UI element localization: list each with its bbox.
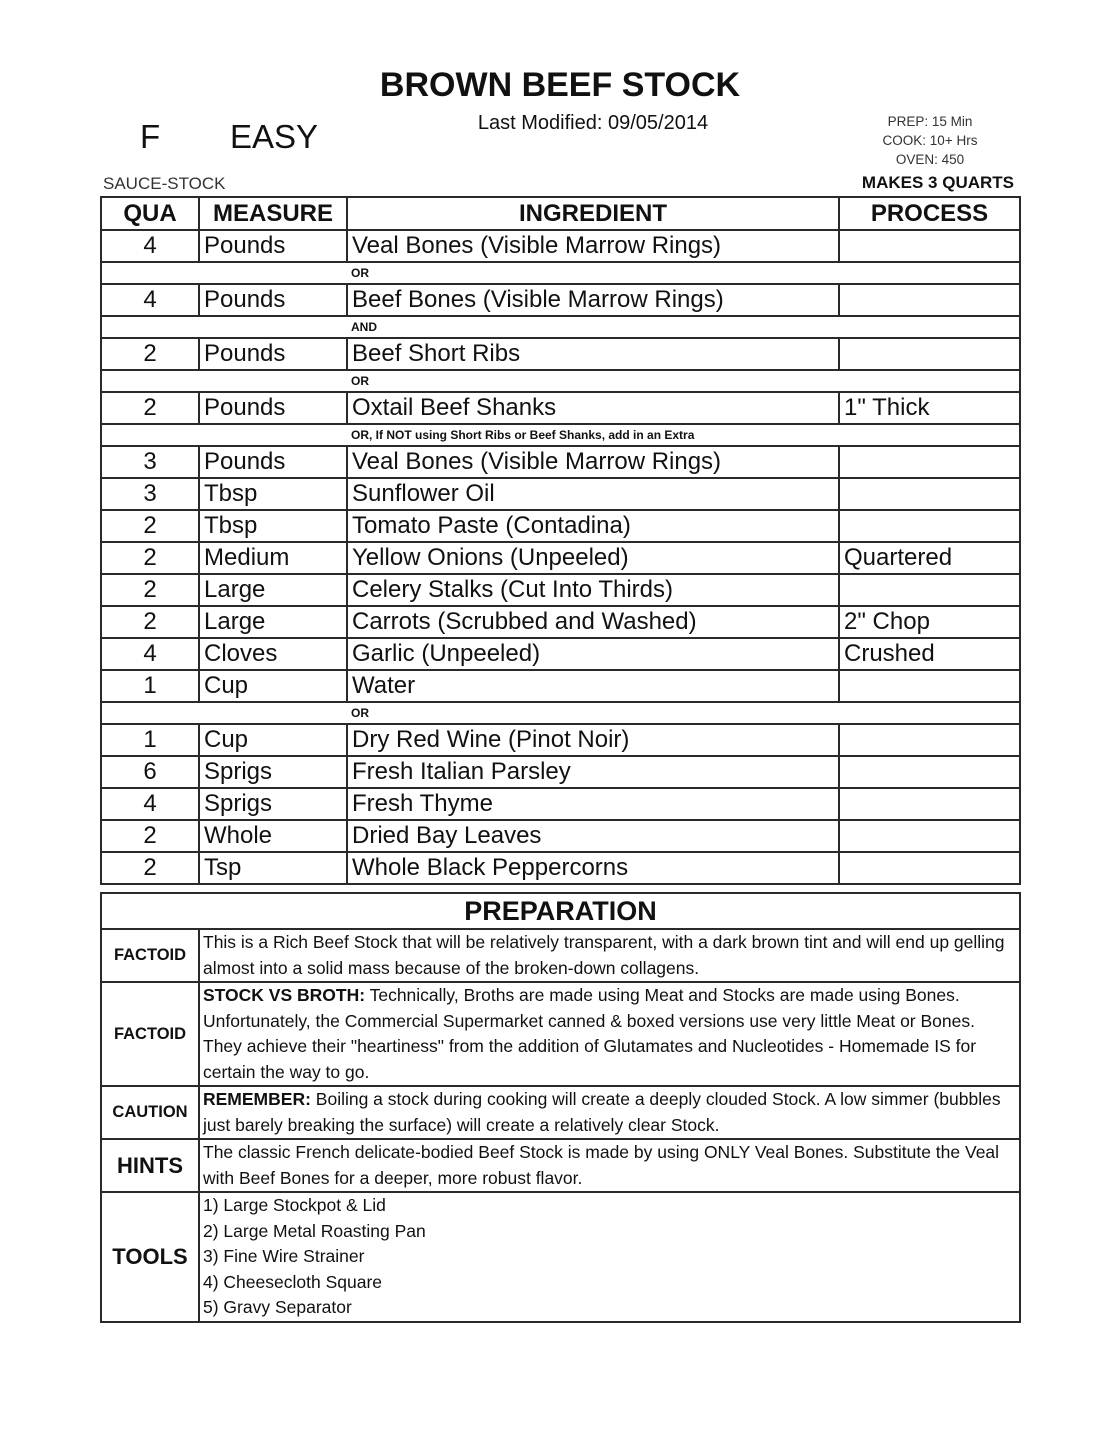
ingredient-name: Sunflower Oil	[347, 478, 839, 510]
ingredient-name: Beef Short Ribs	[347, 338, 839, 370]
ingredient-process	[839, 820, 1020, 852]
ingredient-name: Celery Stalks (Cut Into Thirds)	[347, 574, 839, 606]
ingredient-measure: Pounds	[199, 230, 347, 262]
ingredient-row	[101, 820, 1020, 852]
separator-text: AND	[347, 316, 1020, 338]
ingredient-measure: Pounds	[199, 446, 347, 478]
tools-row	[101, 1192, 1020, 1322]
tools-label: TOOLS	[101, 1192, 199, 1322]
ingredient-name: Dried Bay Leaves	[347, 820, 839, 852]
ingredient-process	[839, 670, 1020, 702]
ingredient-measure: Cloves	[199, 638, 347, 670]
ingredient-name: Garlic (Unpeeled)	[347, 638, 839, 670]
ingredient-process	[839, 478, 1020, 510]
preparation-lead: STOCK VS BROTH:	[203, 985, 366, 1005]
ingredient-process	[839, 230, 1020, 262]
ingredient-qty: 2	[101, 606, 199, 638]
ingredient-measure: Large	[199, 574, 347, 606]
ingredient-row	[101, 392, 1020, 424]
separator-spacer	[101, 262, 347, 284]
ingredient-name: Veal Bones (Visible Marrow Rings)	[347, 446, 839, 478]
ingredient-row	[101, 852, 1020, 884]
tool-item: 3) Fine Wire Strainer	[203, 1246, 365, 1266]
ingredient-qty: 4	[101, 230, 199, 262]
ingredient-name: Carrots (Scrubbed and Washed)	[347, 606, 839, 638]
ingredient-process	[839, 724, 1020, 756]
difficulty-level: EASY	[230, 118, 319, 155]
ingredient-name: Oxtail Beef Shanks	[347, 392, 839, 424]
preparation-row	[101, 929, 1020, 982]
recipe-category: SAUCE-STOCK	[103, 174, 226, 193]
recipe-title: BROWN BEEF STOCK	[379, 66, 741, 104]
ingredient-row	[101, 284, 1020, 316]
ingredient-measure: Medium	[199, 542, 347, 574]
ingredient-name: Beef Bones (Visible Marrow Rings)	[347, 284, 839, 316]
ingredient-qty: 2	[101, 510, 199, 542]
ingredient-measure: Cup	[199, 670, 347, 702]
ingredient-measure: Tbsp	[199, 510, 347, 542]
ingredient-name: Tomato Paste (Contadina)	[347, 510, 839, 542]
preparation-row	[101, 982, 1020, 1086]
tools-list	[199, 1192, 1020, 1322]
time-info	[860, 112, 1000, 169]
separator-row	[101, 262, 1020, 284]
ingredient-measure: Sprigs	[199, 756, 347, 788]
ingredient-row	[101, 478, 1020, 510]
ingredient-process: 2" Chop	[839, 606, 1020, 638]
ingredient-qty: 1	[101, 724, 199, 756]
preparation-header-row	[101, 893, 1020, 929]
ingredient-row	[101, 338, 1020, 370]
ingredient-qty: 2	[101, 852, 199, 884]
ingredient-process: Quartered	[839, 542, 1020, 574]
preparation-label: FACTOID	[101, 929, 199, 982]
ingredient-row	[101, 542, 1020, 574]
ingredients-header-row	[101, 197, 1020, 230]
preparation-lead: REMEMBER:	[203, 1089, 311, 1109]
recipe-yield: MAKES 3 QUARTS	[861, 173, 1014, 192]
tool-item: 1) Large Stockpot & Lid	[203, 1195, 386, 1215]
preparation-text	[199, 1086, 1020, 1139]
ingredient-name: Whole Black Peppercorns	[347, 852, 839, 884]
preparation-body: Boiling a stock during cooking will create a deeply clouded Stock. A low simmer (bubbles just barely breaking the surface) will create a relatively clear Stock.	[203, 1089, 1001, 1135]
oven-temp: OVEN: 450	[895, 152, 965, 167]
ingredient-qty: 1	[101, 670, 199, 702]
ingredient-row	[101, 510, 1020, 542]
ingredient-measure: Cup	[199, 724, 347, 756]
tool-item: 2) Large Metal Roasting Pan	[203, 1220, 426, 1241]
ingredient-qty: 2	[101, 392, 199, 424]
column-header-measure: MEASURE	[199, 197, 347, 230]
ingredient-measure: Pounds	[199, 338, 347, 370]
ingredient-name: Yellow Onions (Unpeeled)	[347, 542, 839, 574]
ingredient-row	[101, 724, 1020, 756]
separator-spacer	[101, 424, 347, 446]
preparation-label: HINTS	[101, 1139, 199, 1192]
column-header-ingredient: INGREDIENT	[347, 197, 839, 230]
preparation-body: The classic French delicate-bodied Beef Stock is made by using ONLY Veal Bones. Substitute the Veal with Beef Bones for a deeper, more robust flavor.	[203, 1142, 1000, 1188]
ingredient-process: 1" Thick	[839, 392, 1020, 424]
ingredient-process	[839, 574, 1020, 606]
separator-row	[101, 424, 1020, 446]
ingredient-qty: 2	[101, 542, 199, 574]
separator-spacer	[101, 370, 347, 392]
preparation-label: FACTOID	[101, 982, 199, 1086]
preparation-label: CAUTION	[101, 1086, 199, 1139]
preparation-text	[199, 929, 1020, 982]
ingredient-process	[839, 284, 1020, 316]
cook-time: COOK: 10+ Hrs	[882, 133, 978, 148]
tool-item: 5) Gravy Separator	[203, 1297, 352, 1317]
preparation-title: PREPARATION	[101, 893, 1020, 929]
ingredient-process	[839, 852, 1020, 884]
ingredient-measure: Pounds	[199, 392, 347, 424]
preparation-text	[199, 1139, 1020, 1192]
ingredient-row	[101, 638, 1020, 670]
ingredient-name: Fresh Thyme	[347, 788, 839, 820]
ingredient-row	[101, 670, 1020, 702]
ingredient-qty: 4	[101, 284, 199, 316]
ingredient-row	[101, 574, 1020, 606]
preparation-table	[100, 892, 1021, 1323]
preparation-row	[101, 1086, 1020, 1139]
ingredient-row	[101, 756, 1020, 788]
ingredient-measure: Whole	[199, 820, 347, 852]
ingredient-row	[101, 788, 1020, 820]
preparation-text	[199, 982, 1020, 1086]
separator-row	[101, 316, 1020, 338]
preparation-row	[101, 1139, 1020, 1192]
ingredient-qty: 2	[101, 574, 199, 606]
separator-text: OR	[347, 370, 1020, 392]
ingredient-measure: Tbsp	[199, 478, 347, 510]
ingredient-name: Dry Red Wine (Pinot Noir)	[347, 724, 839, 756]
separator-text: OR, If NOT using Short Ribs or Beef Shanks, add in an Extra	[347, 424, 1020, 446]
ingredient-name: Veal Bones (Visible Marrow Rings)	[347, 230, 839, 262]
preparation-body: Technically, Broths are made using Meat and Stocks are made using Bones. Unfortunately, the Commercial Supermarket canned & boxed versions use very little Meat or Bones. They achieve their "heartiness" from the addition of Glutamates and Nucleotides - Homemade IS for certain the way to go.	[203, 985, 977, 1082]
ingredient-qty: 3	[101, 478, 199, 510]
ingredient-name: Fresh Italian Parsley	[347, 756, 839, 788]
prep-time: PREP: 15 Min	[887, 114, 973, 129]
ingredient-process: Crushed	[839, 638, 1020, 670]
ingredient-measure: Pounds	[199, 284, 347, 316]
ingredient-qty: 2	[101, 820, 199, 852]
ingredient-process	[839, 756, 1020, 788]
ingredient-measure: Large	[199, 606, 347, 638]
ingredient-row	[101, 606, 1020, 638]
preparation-body: This is a Rich Beef Stock that will be relatively transparent, with a dark brown tint and will end up gelling almost into a solid mass because of the broken-down collagens.	[203, 932, 1005, 978]
tool-item: 4) Cheesecloth Square	[203, 1271, 382, 1292]
ingredients-table	[100, 196, 1021, 885]
separator-spacer	[101, 316, 347, 338]
ingredient-qty: 4	[101, 638, 199, 670]
column-header-process: PROCESS	[839, 197, 1020, 230]
ingredient-process	[839, 788, 1020, 820]
ingredient-process	[839, 446, 1020, 478]
ingredient-measure: Sprigs	[199, 788, 347, 820]
separator-row	[101, 702, 1020, 724]
ingredient-qty: 6	[101, 756, 199, 788]
ingredient-name: Water	[347, 670, 839, 702]
ingredient-qty: 3	[101, 446, 199, 478]
separator-text: OR	[347, 702, 1020, 724]
last-modified: Last Modified: 09/05/2014	[477, 112, 709, 134]
separator-row	[101, 370, 1020, 392]
separator-spacer	[101, 702, 347, 724]
separator-text: OR	[347, 262, 1020, 284]
rating-grade: F	[140, 118, 161, 155]
ingredient-row	[101, 446, 1020, 478]
ingredient-qty: 4	[101, 788, 199, 820]
column-header-qty: QUA	[101, 197, 199, 230]
ingredient-process	[839, 338, 1020, 370]
ingredient-row	[101, 230, 1020, 262]
ingredient-qty: 2	[101, 338, 199, 370]
ingredient-measure: Tsp	[199, 852, 347, 884]
ingredient-process	[839, 510, 1020, 542]
